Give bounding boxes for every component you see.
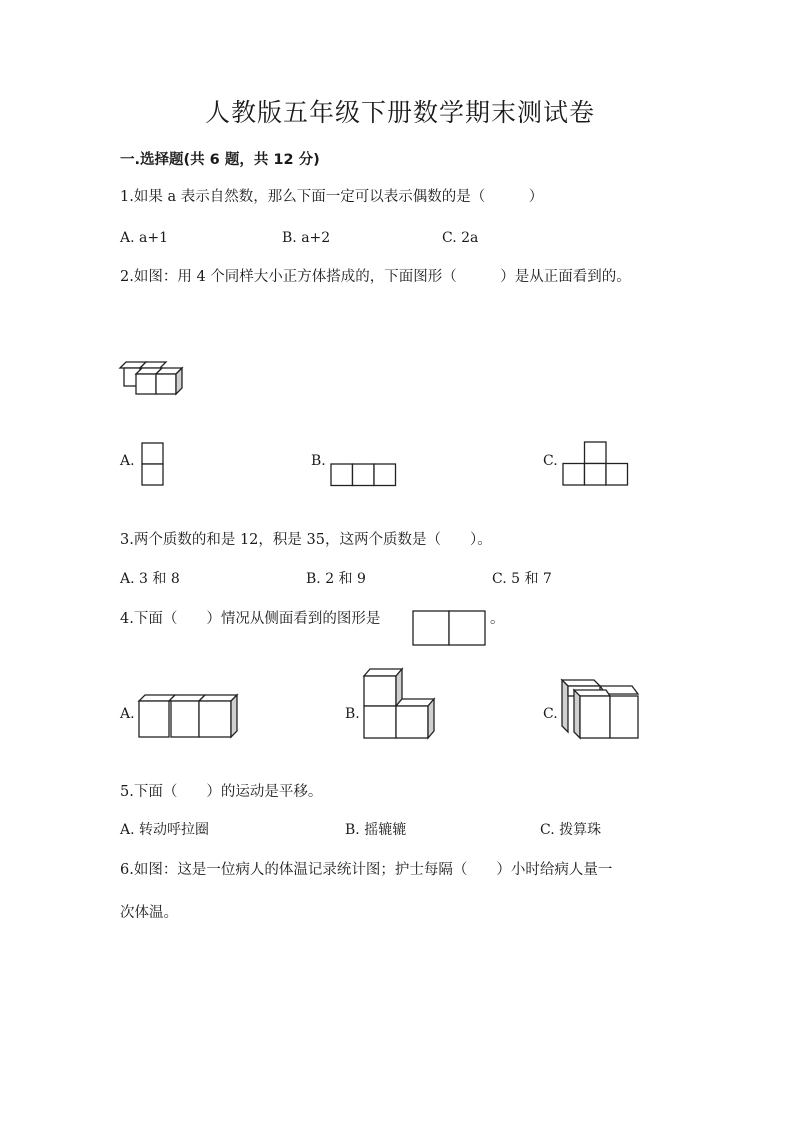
question-2-stem: 2.如图：用 4 个同样大小正方体搭成的，下面图形（ ）是从正面看到的。: [120, 269, 631, 285]
question-2-cube-figure: [118, 358, 188, 398]
page-title: 人教版五年级下册数学期末测试卷: [204, 98, 595, 127]
question-6-stem-line-2: 次体温。: [120, 905, 178, 921]
question-1-option-a[interactable]: A. a+1: [120, 230, 168, 246]
question-3-option-a[interactable]: A. 3 和 8: [120, 571, 180, 587]
question-1-option-c[interactable]: C. 2a: [442, 230, 479, 246]
question-4-option-b[interactable]: B.: [345, 706, 360, 722]
question-2-option-c[interactable]: C.: [543, 453, 558, 469]
question-4-option-c-figure[interactable]: [560, 678, 642, 742]
question-4-option-a-figure[interactable]: [137, 693, 243, 741]
question-2-option-a[interactable]: A.: [120, 453, 135, 469]
question-4-option-c[interactable]: C.: [543, 706, 558, 722]
question-3-option-c[interactable]: C. 5 和 7: [492, 571, 552, 587]
question-2-option-b[interactable]: B.: [311, 453, 326, 469]
question-4-stem-end: 。: [490, 611, 505, 627]
question-5-stem: 5.下面（ ）的运动是平移。: [120, 784, 323, 800]
question-4-side-view-figure: [412, 610, 490, 648]
question-4-option-b-figure[interactable]: [362, 668, 440, 742]
question-2-option-c-figure[interactable]: [562, 441, 630, 489]
question-1-option-b[interactable]: B. a+2: [282, 230, 331, 246]
question-5-option-c[interactable]: C. 拨算珠: [540, 822, 602, 838]
question-6-stem-line-1: 6.如图：这是一位病人的体温记录统计图；护士每隔（ ）小时给病人量一: [120, 862, 613, 878]
question-5-option-b[interactable]: B. 摇辘辘: [345, 822, 407, 838]
question-3-option-b[interactable]: B. 2 和 9: [306, 571, 366, 587]
section-heading: 一.选择题(共 6 题，共 12 分): [120, 152, 320, 168]
question-1-stem: 1.如果 a 表示自然数，那么下面一定可以表示偶数的是（ ）: [120, 189, 544, 205]
question-2-option-a-figure[interactable]: [141, 442, 165, 488]
question-4-stem: 4.下面（ ）情况从侧面看到的图形是: [120, 611, 381, 627]
question-3-stem: 3.两个质数的和是 12，积是 35，这两个质数是（ ）。: [120, 532, 492, 548]
question-4-option-a[interactable]: A.: [120, 706, 135, 722]
question-5-option-a[interactable]: A. 转动呼拉圈: [120, 822, 210, 838]
question-2-option-b-figure[interactable]: [330, 463, 398, 489]
